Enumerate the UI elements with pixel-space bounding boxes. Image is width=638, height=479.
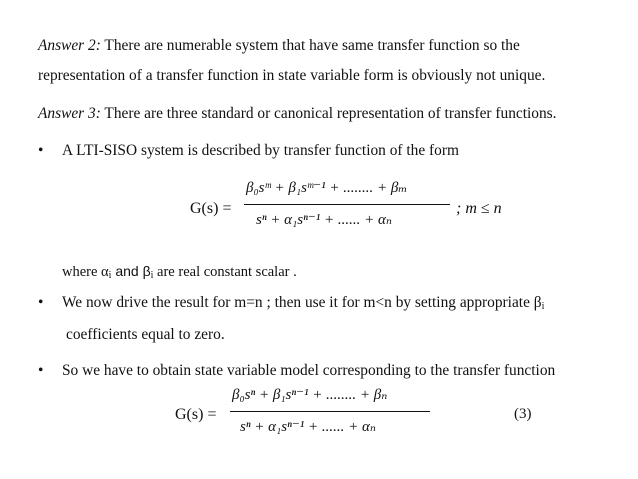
equation2-bar [230, 411, 430, 412]
equation1-denominator: sⁿ + α₁sⁿ⁻¹ + ...... + αₙ [256, 212, 392, 228]
bullet-text-1: A LTI-SISO system is described by transfer function of the form [62, 142, 459, 159]
where-pre: where α [62, 264, 109, 280]
where-post: are real constant scalar . [153, 264, 297, 280]
where-sub1: i [108, 270, 112, 281]
bullet-text-2 [62, 294, 544, 312]
bullet-text-2-main: We now drive the result for m=n ; then use it for m<n by setting appropriate β [62, 294, 542, 311]
where-sub2: i [150, 270, 154, 281]
equation1-lhs: G(s) = [190, 200, 232, 217]
bullet-symbol-3: • [38, 362, 44, 379]
bullet-text-3: So we have to obtain state variable model corresponding to the transfer function [62, 362, 556, 379]
answer2-text1: There are numerable system that have same transfer function so the [100, 37, 520, 54]
equation2-number: (3) [514, 406, 532, 422]
answer2-label: Answer 2: [38, 37, 101, 54]
equation1-numerator: β₀sᵐ + β₁sᵐ⁻¹ + ........ + βₘ [246, 180, 408, 196]
equation2-numerator: β₀sⁿ + β₁sⁿ⁻¹ + ........ + βₙ [232, 387, 388, 403]
equation2-denominator: sⁿ + α₁sⁿ⁻¹ + ...... + αₙ [240, 419, 376, 435]
answer3-text: There are three standard or canonical representation of transfer functions. [100, 105, 557, 122]
where-mid: and β [111, 263, 151, 279]
equation1-condition: ; m ≤ n [456, 200, 502, 217]
bullet-symbol-2: • [38, 294, 44, 311]
equation1 [190, 200, 231, 218]
answer2-line1 [38, 37, 520, 55]
equation2-lhs: G(s) = [175, 406, 217, 423]
answer2-line2: representation of a transfer function in state variable form is obviously not unique. [38, 67, 546, 84]
equation1-fraction [244, 178, 450, 236]
answer3-line [38, 105, 557, 123]
equation2 [175, 406, 216, 424]
where-line [62, 263, 297, 281]
bullet-symbol-1: • [38, 142, 44, 159]
equation1-bar [244, 204, 450, 205]
equation2-fraction [230, 385, 430, 443]
answer3-label: Answer 3: [38, 105, 101, 122]
bullet-text-2-cont: coefficients equal to zero. [66, 326, 225, 343]
bullet-text-2-sub: i [541, 301, 545, 312]
